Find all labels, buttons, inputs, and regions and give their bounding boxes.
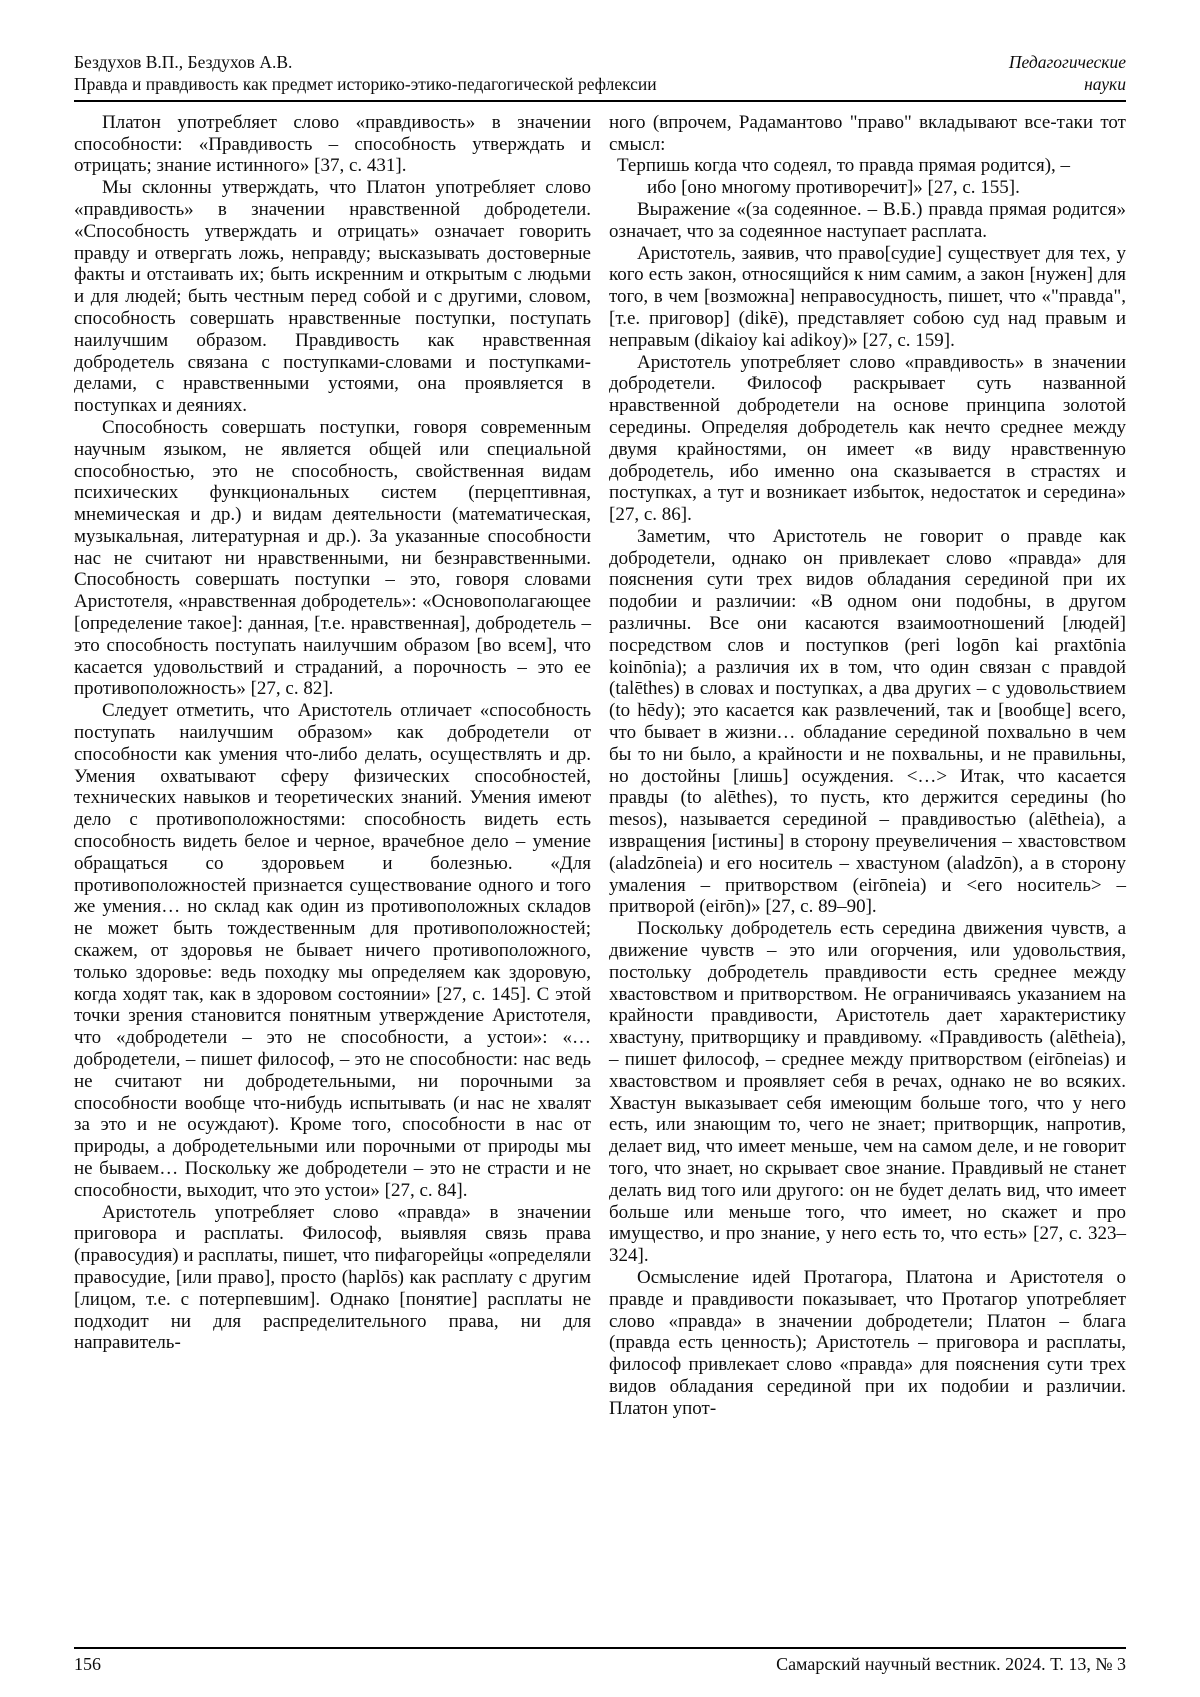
page-title: Правда и правдивость как предмет историко-этико-педагогической рефлексии xyxy=(74,73,657,94)
page-header xyxy=(74,52,1126,102)
header-row-authors xyxy=(74,52,1126,74)
paragraph: Следует отметить, что Аристотель отличает «способность поступать наилучшим образом» как добродетели от способности как умения что-либо делать, осуществлять и др. Умения охватывают сферу физических способностей, технических навыков и теоретических знаний. Умения имеют дело с противоположностями: способность видеть есть способность видеть белое и черное, врачебное дело – умение обращаться со здоровьем и болезнью. «Для противоположностей признается существование одного и того же умения… но склад как один из противоположных складов не может быть тождественным для противоположностей; скажем, от здоровья не бывает ничего противоположного, только здоровье: ведь походку мы определяем как здоровую, когда ходят так, как в здоровом состоянии» [27, с. 145]. С этой точки зрения становится понятным утверждение Аристотеля, что «добродетели – это не способности, а устои»: «…добродетели, – пишет философ, – это не способности: нас ведь не считают ни добродетельными, ни порочными за способности вообще что-нибудь испытывать (и нас не хвалят за это и не осуждают). Кроме того, способности в нас от природы, а добродетельными или порочными от природы мы не бываем… Поскольку же добродетели – это не страсти и не способности, выходит, что это устои» [27, с. 84]. xyxy=(74,700,591,1201)
paragraph: Выражение «(за содеянное. – В.Б.) правда прямая родится» означает, что за содеянное наступает расплата. xyxy=(609,198,1126,242)
paragraph: Терпишь когда что содеял, то правда прямая родится), – xyxy=(617,155,1071,177)
paragraph: Аристотель употребляет слово «правда» в значении приговора и расплаты. Философ, выявляя связь права (правосудия) и расплаты, пишет, что пифагорейцы «определяли правосудие, [или право], просто (haplōs) как расплату с другим [лицом, т.е. с потерпевшим]. Однако [понятие] расплаты не подходит ни для распределительного права, ни для направитель- xyxy=(74,1201,591,1354)
footer-page-number: 156 xyxy=(74,1654,101,1674)
paragraph: Осмысление идей Протагора, Платона и Аристотеля о правде и правдивости показывает, что Протагор употребляет слово «правда» в значении добродетели; Платон – блага (правда есть ценность); Аристотель – приговора и расплаты, философ привлекает слово «правда» для пояснения сути трех видов обладания серединой при их подобии и различии. Платон упот- xyxy=(609,1266,1126,1419)
footer-row xyxy=(74,1654,1126,1675)
column-right xyxy=(609,112,1126,1420)
article-body xyxy=(74,112,1126,1420)
paragraph: Аристотель, заявив, что право[судие] существует для тех, у кого есть закон, относящийся к ним самим, а закон [нужен] для того, в чем [возможна] неправосудность, пишет, что «"правда", [т.е. приговор] (dikē), представляет собою суд над правым и неправым (dikaioy kai adikoy)» [27, с. 159]. xyxy=(609,242,1126,351)
header-divider xyxy=(74,100,1126,102)
paragraph: Платон употребляет слово «правдивость» в значении способности: «Правдивость – способность утверждать и отрицать; знание истинного» [37, с. 431]. xyxy=(74,111,591,177)
paragraph: Мы склонны утверждать, что Платон употребляет слово «правдивость» в значении нравственной добродетели. «Способность утверждать и отрицать» означает говорить правду и отвергать ложь, неправду; высказывать достоверные факты и отстаивать их; быть искренним и открытым с людьми и для людей; быть честным перед собой и с другими, словом, способность совершать нравственные поступки, поступать наилучшим образом. Правдивость как нравственная добродетель связана с поступками-словами и поступками-делами, с нравственными устоями, она проявляется в поступках и деяниях. xyxy=(74,177,591,417)
paragraph: ибо [оно многому противоречит]» [27, с. 155]. xyxy=(647,177,1020,199)
paragraph: Поскольку добродетель есть середина движения чувств, а движение чувств – это или огорчения, или удовольствия, постольку добродетель правдивости есть среднее между хвастовством и притворством. Не ограничиваясь указанием на крайности правдивости, Аристотель дает характеристику хвастуну, притворщику и правдивому. «Правдивость (alētheia), – пишет философ, – среднее между притворством (eirōneias) и хвастовством и проявляет себя в речах, однако не во всяких. Хвастун выказывает себя имеющим больше того, что у него есть, или знающим то, чего не знает; притворщик, напротив, делает вид, что имеет меньше, чем на самом деле, и не говорит того, что знает, но скрывает свое знание. Правдивый не станет делать вид того или другого: он не будет делать вид, что имеет больше или меньше того, что имеет, но скажет и про имущество, и про знание, у него есть то, что есть» [27, с. 323–324]. xyxy=(609,918,1126,1267)
paragraph: ного (впрочем, Радамантово "право" вкладывают все-таки тот смысл: xyxy=(609,111,1126,155)
footer-journal-reference: Самарский научный вестник. 2024. Т. 13, № 3 xyxy=(776,1654,1126,1674)
header-section-line1: Педагогические xyxy=(1008,52,1126,72)
header-row-title xyxy=(74,74,1126,96)
paragraph: Аристотель употребляет слово «правдивость» в значении добродетели. Философ раскрывает суть названной нравственной добродетели на основе принципа золотой середины. Определяя добродетель как нечто среднее между двумя крайностями, он имеет «в виду нравственную добродетель, ибо именно она сказывается в страстях и поступках, а тут и возникает избыток, недостаток и середина» [27, с. 86]. xyxy=(609,351,1126,526)
column-left xyxy=(74,112,591,1420)
footer-divider xyxy=(74,1647,1126,1649)
paragraph: Заметим, что Аристотель не говорит о правде как добродетели, однако он привлекает слово «правда» для пояснения сути трех видов обладания серединой при их подобии и различии: «В одном они подобны, в другом различны. Все они касаются взаимоотношений [людей] посредством слов и поступков (peri logōn kai praxtōnia koinōnia); а различия их в том, что один связан с правдой (talēthes) в словах и поступках, а два других – с удовольствием (to hēdy); это касается как развлечений, так и [вообще] всего, что бывает в жизни… обладание серединой похвально в чем бы то ни было, а крайности и не похвальны, и не правильны, но достойны [лишь] осуждения. <…> Итак, что касается правды (to alēthes), то пусть, кто держится середины (ho mesos), называется серединой – правдивостью (alētheia), а извращения [истины] в сторону преувеличения – хвастовством (aladzōneia) и его носитель – хвастуном (aladzōn), а в сторону умаления – притворством (eirōneia) и <его носитель> – притворой (eirōn)» [27, с. 89–90]. xyxy=(609,525,1126,918)
paragraph: Способность совершать поступки, говоря современным научным языком, не является общей или специальной способностью, это не способность, свойственная видам психических функциональных систем (перцептивная, мнемическая и др.) и видам деятельности (математическая, музыкальная, литературная и др.). За указанные способности нас не считают ни нравственными, ни безнравственными. Способность совершать поступки – это, говоря словами Аристотеля, «нравственная добродетель»: «Основополагающее [определение такое]: данная, [т.е. нравственная], добродетель – это способность поступать наилучшим образом [во всем], что касается удовольствий и страданий, а порочность – это ее противоположность» [27, с. 82]. xyxy=(74,416,591,700)
page-footer xyxy=(74,1647,1126,1675)
header-section-line2: науки xyxy=(1084,73,1126,94)
header-authors: Бездухов В.П., Бездухов А.В. xyxy=(74,52,293,72)
